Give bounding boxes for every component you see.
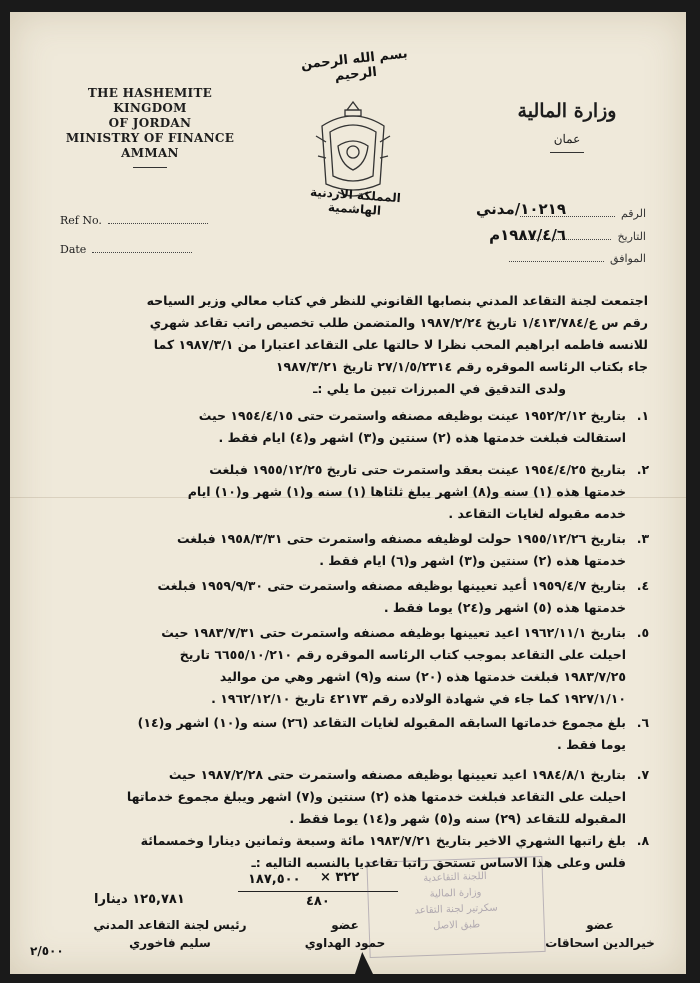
- item-line: يوما فقط .: [557, 737, 626, 752]
- intro-line: اجتمعت لجنة التقاعد المدني بنصابها القانوني للنظر في كتاب معالي وزير السياحه: [146, 293, 648, 308]
- ministry-name: وزارة المالية: [517, 100, 617, 122]
- signature-member: [530, 918, 670, 950]
- tarikh-label: التاريخ: [617, 230, 646, 243]
- calc-result: ١٢٥,٧٨١ دينارا: [94, 892, 185, 907]
- muwafiq-label: الموافق: [610, 252, 646, 265]
- stamp-line: طبق الاصل: [432, 919, 481, 932]
- intro-paragraph: [48, 290, 648, 378]
- muwafiq-field: [509, 252, 646, 265]
- item-line: احيلت على التقاعد بموجب كتاب الرئاسه الموقره رقم ٦٦٥٥/١٠/٢١٠ تاريخ: [179, 647, 626, 662]
- stamp-line: سكرتير لجنة التقاعد: [414, 902, 498, 917]
- english-letterhead: [50, 86, 250, 168]
- letterhead-line: THE HASHEMITE KINGDOM: [87, 86, 213, 115]
- item-line: بتاريخ ١٩٥٩/٤/٧ أعيد تعيينها بوظيفه مصنفه واستمرت حتى ١٩٥٩/٩/٣٠ فبلغت: [157, 578, 626, 593]
- item-line: خدمتها هذه (٥) اشهر و(٢٤) يوما فقط .: [383, 600, 626, 615]
- intro-line: رقم س ع/١/٤١٣/٧٨٤ تاريخ ١٩٨٧/٢/٢٤ والمتضمن طلب تخصيص راتب تقاعد شهري: [149, 315, 648, 330]
- letterhead-line: AMMAN: [121, 146, 179, 160]
- document-page: [10, 12, 686, 974]
- signature-name: حمود الهداوي: [304, 936, 386, 950]
- date-label: Date: [60, 243, 87, 256]
- ref-no-field: [60, 214, 208, 227]
- date-field: [60, 243, 192, 256]
- arabic-letterhead: [492, 100, 642, 153]
- item-line: استقالت فبلغت خدمتها هذه (٢) سنتين و(٣) اشهر و(٤) ايام فقط .: [218, 430, 626, 445]
- item-number: ٥.: [636, 625, 650, 640]
- item-number: ٣.: [636, 531, 650, 546]
- item-line: بتاريخ ١٩٨٤/٨/١ اعيد تعيينها بوظيفه مصنفه واستمرت حتى ١٩٨٧/٢/٢٨ حيث: [168, 767, 626, 782]
- calc-base: ١٨٧,٥٠٠: [248, 872, 301, 887]
- item-line: خدمتها هذه (١) سنه و(٨) اشهر يبلغ ثلثاها (١) سنه و(١) شهر و(١٠) ايام: [187, 484, 626, 499]
- intro-line: للانسه فاطمه ابراهيم المحب نظرا لا حالتها على التقاعد اعتبارا من ١٩٨٧/٣/١ كما: [153, 337, 648, 352]
- item-number: ٢.: [636, 462, 650, 477]
- raqam-label: الرقم: [620, 207, 646, 220]
- item-line: احيلت على التقاعد فبلغت خدمتها هذه (٢) سنتين و(٧) اشهر ويبلغ مجموع خدماتها: [126, 789, 626, 804]
- footer-reference: ٢/٥٠٠: [30, 944, 64, 958]
- item-line: بتاريخ ١٩٥٥/١٢/٢٦ حولت لوظيفه مصنفه واستمرت حتى ١٩٥٨/٣/٣١ فبلغت: [176, 531, 626, 546]
- calc-divisor: ٤٨٠: [306, 894, 330, 909]
- item-line: بتاريخ ١٩٦٢/١١/١ اعيد تعيينها بوظيفه مصنفه واستمرت حتى ١٩٨٣/٧/٣١ حيث: [161, 625, 626, 640]
- item-line: بتاريخ ١٩٥٤/٤/٢٥ عينت بعقد واستمرت حتى تاريخ ١٩٥٥/١٢/٢٥ فبلغت: [209, 462, 626, 477]
- signature-title: عضو: [586, 918, 614, 932]
- raqam-value: ١٠٢١٩/مدني: [475, 200, 566, 218]
- letterhead-line: OF JORDAN: [108, 116, 192, 130]
- calc-multiplier: ٣٢٢ ×: [320, 870, 360, 885]
- item-line: بتاريخ ١٩٥٢/٢/١٢ عينت بوظيفه مصنفه واستمرت حتى ١٩٥٤/٤/١٥ حيث: [198, 408, 626, 423]
- royal-court-text: المملكة الاردنية الهاشمية: [309, 184, 402, 218]
- signature-name: سليم فاخوري: [129, 936, 211, 950]
- city-name: عمان: [553, 132, 581, 146]
- item-line: ١٩٨٣/٧/٢٥ فبلغت خدمتها هذه (٢٠) سنه و(٩) اشهر وهي من مواليد: [219, 669, 626, 684]
- stamp-line: اللجنة التقاعدية: [423, 870, 487, 885]
- item-number: ١.: [636, 408, 650, 423]
- signature-title: رئيس لجنة التقاعد المدني: [93, 918, 247, 932]
- ref-no-label: Ref No.: [60, 214, 102, 227]
- signature-chairman: [90, 918, 250, 950]
- item-line: خدمتها هذه (٢) سنتين و(٣) اشهر و(٦) ايام فقط .: [319, 553, 626, 568]
- signature-member: [285, 918, 405, 950]
- item-line: بلغ مجموع خدماتها السابقه المقبوله لغايات التقاعد (٢٦) سنه و(١٠) اشهر و(١٤): [137, 715, 626, 730]
- item-line: فلس وعلى هذا الاساس تستحق راتبا تقاعديا بالنسبه التاليه :ـ: [251, 855, 626, 870]
- signature-name: خيرالدين اسحاقات: [545, 936, 655, 950]
- item-line: المقبوله للتقاعد (٢٩) سنه و(٥) شهر و(١٤) يوما فقط .: [289, 811, 626, 826]
- intro-line: جاء بكتاب الرئاسه الموقره رقم ٢٧/١/٥/٢٣١٤ تاريخ ١٩٨٧/٣/٢١: [275, 359, 648, 374]
- item-number: ٤.: [636, 578, 650, 593]
- item-line: ١٩٢٧/١/١٠ كما جاء في شهادة الولاده رقم ٤٢١٧٣ تاريخ ١٩٦٢/١٢/١٠ .: [211, 691, 626, 706]
- item-line: خدمه مقبوله لغايات التقاعد .: [448, 506, 626, 521]
- basmala: بسم الله الرحمن الرحيم: [300, 46, 409, 85]
- letterhead-rule: [133, 167, 167, 168]
- signature-title: عضو: [331, 918, 359, 932]
- stamp-line: وزارة المالية: [429, 887, 482, 900]
- letterhead-line: MINISTRY OF FINANCE: [65, 131, 235, 145]
- item-number: ٦.: [636, 715, 650, 730]
- tarikh-value: ١٩٨٧/٤/٦م: [489, 226, 566, 244]
- item-line: بلغ راتبها الشهري الاخير بتاريخ ١٩٨٣/٧/٢١ مائة وسبعة وثمانين دينارا وخمسمائة: [140, 833, 626, 848]
- letterhead-rule: [550, 152, 584, 153]
- item-number: ٧.: [636, 767, 650, 782]
- item-number: ٨.: [636, 833, 650, 848]
- review-line: ولدى التدقيق في المبرزات تبين ما يلي :ـ: [313, 381, 566, 396]
